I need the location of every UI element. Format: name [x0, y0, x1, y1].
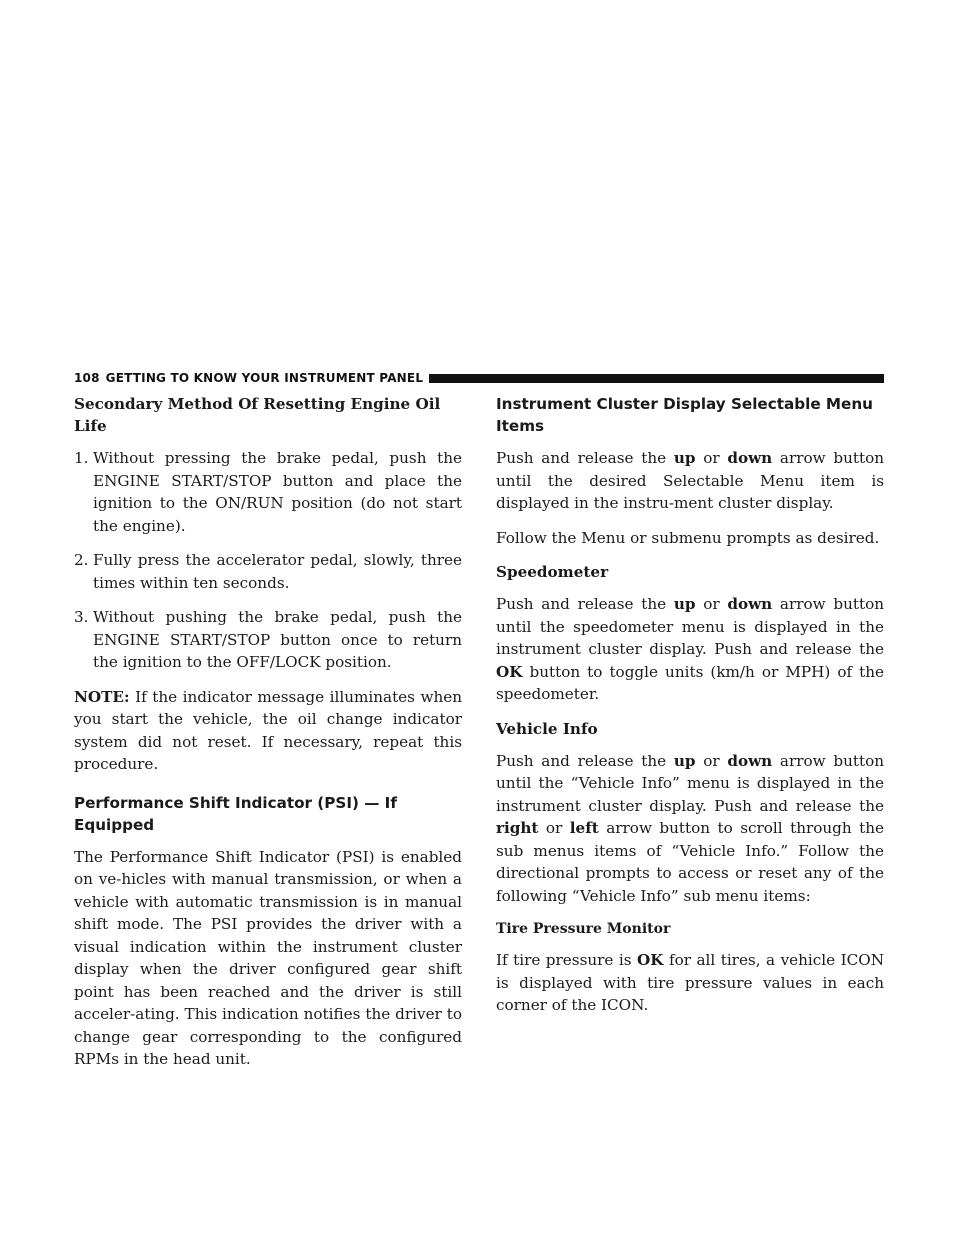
note-paragraph	[74, 686, 462, 776]
heading-vehicle-info: Vehicle Info	[496, 719, 598, 738]
text-run: Push and release the	[496, 751, 674, 770]
heading-secondary-method: Secondary Method Of Resetting Engine Oil Life	[74, 395, 441, 435]
step-number: 3.	[74, 608, 89, 626]
menu-prompts-paragraph: Follow the Menu or submenu prompts as desired.	[496, 528, 880, 547]
button-word-up: up	[673, 449, 696, 467]
note-text: If the indicator message illuminates when you start the vehicle, the oil change indicator system did not reset. If necessary, repeat this procedure.	[74, 687, 462, 773]
text-run: Push and release the	[496, 595, 674, 613]
text-run: arrow button until the “Vehicle Info” menu is displayed in the instrument cluster display. Push and release the	[496, 751, 884, 815]
button-word-up: up	[673, 751, 696, 770]
section-title: GETTING TO KNOW YOUR INSTRUMENT PANEL	[105, 371, 424, 385]
text-run: button to toggle units (km/h or MPH) of the speedometer.	[496, 662, 884, 703]
step-2	[74, 549, 462, 594]
step-text: Without pushing the brake pedal, push the ENGINE START/STOP button once to return the ignition to the OFF/LOCK position.	[93, 608, 462, 671]
button-word-up: up	[673, 595, 696, 613]
button-word-right: right	[496, 819, 539, 837]
step-text: Without pressing the brake pedal, push the ENGINE START/STOP button and place the ignition to the ON/RUN position (do not start the engine).	[93, 449, 462, 535]
step-text: Fully press the accelerator pedal, slowly, three times within ten seconds.	[93, 551, 462, 592]
button-word-ok: OK	[496, 662, 523, 681]
tire-pressure-paragraph	[496, 949, 884, 1017]
heading-selectable-menu: Instrument Cluster Display Selectable Menu Items	[496, 395, 873, 435]
note-label: NOTE:	[74, 687, 130, 706]
text-run: or	[695, 751, 728, 770]
text-run: arrow button until the desired Selectable Menu item is displayed in the instru-ment cluster display.	[496, 449, 884, 512]
text-run: or	[538, 819, 570, 837]
text-run: arrow button to scroll through the sub menus items of “Vehicle Info.” Follow the directional prompts to access or reset any of the following “Vehicle Info” sub menu items:	[496, 819, 884, 905]
left-column	[74, 393, 462, 1083]
right-column	[496, 393, 884, 1029]
text-run: or	[695, 449, 728, 467]
button-word-down: down	[727, 449, 773, 467]
text-run: or	[695, 595, 728, 613]
heading-psi: Performance Shift Indicator (PSI) — If Equipped	[74, 793, 397, 834]
vehicle-info-paragraph	[496, 750, 884, 908]
heading-speedometer: Speedometer	[496, 563, 609, 581]
button-word-down: down	[727, 595, 773, 613]
psi-paragraph: The Performance Shift Indicator (PSI) is enabled on ve-hicles with manual transmission, or when a vehicle with automatic transmission is in manual shift mode. The PSI provides the driver with a visual indication within the instrument cluster display when the driver configured gear shift point has been reached and the driver is still acceler-ating. This indication notifies the driver to change gear corresponding to the configured RPMs in the head unit.	[74, 847, 462, 1068]
text-run: Push and release the	[496, 449, 674, 467]
text-run: for all tires, a vehicle ICON is displayed with tire pressure values in each corner of the ICON.	[496, 951, 884, 1014]
step-number: 1.	[74, 449, 89, 467]
page-header	[74, 371, 884, 385]
text-run: If tire pressure is	[496, 951, 638, 969]
button-word-left: left	[569, 819, 599, 837]
text-run: arrow button until the speedometer menu is displayed in the instrument cluster display. Push and release the	[496, 595, 884, 658]
step-1	[74, 447, 462, 537]
step-3	[74, 606, 462, 674]
heading-tire-pressure-monitor: Tire Pressure Monitor	[496, 921, 671, 937]
button-word-ok: OK	[637, 951, 664, 969]
speedometer-paragraph	[496, 593, 884, 706]
menu-paragraph	[496, 447, 884, 515]
header-rule	[429, 374, 884, 383]
page-number: 108	[74, 371, 100, 385]
step-number: 2.	[74, 551, 89, 569]
button-word-down: down	[727, 751, 773, 770]
